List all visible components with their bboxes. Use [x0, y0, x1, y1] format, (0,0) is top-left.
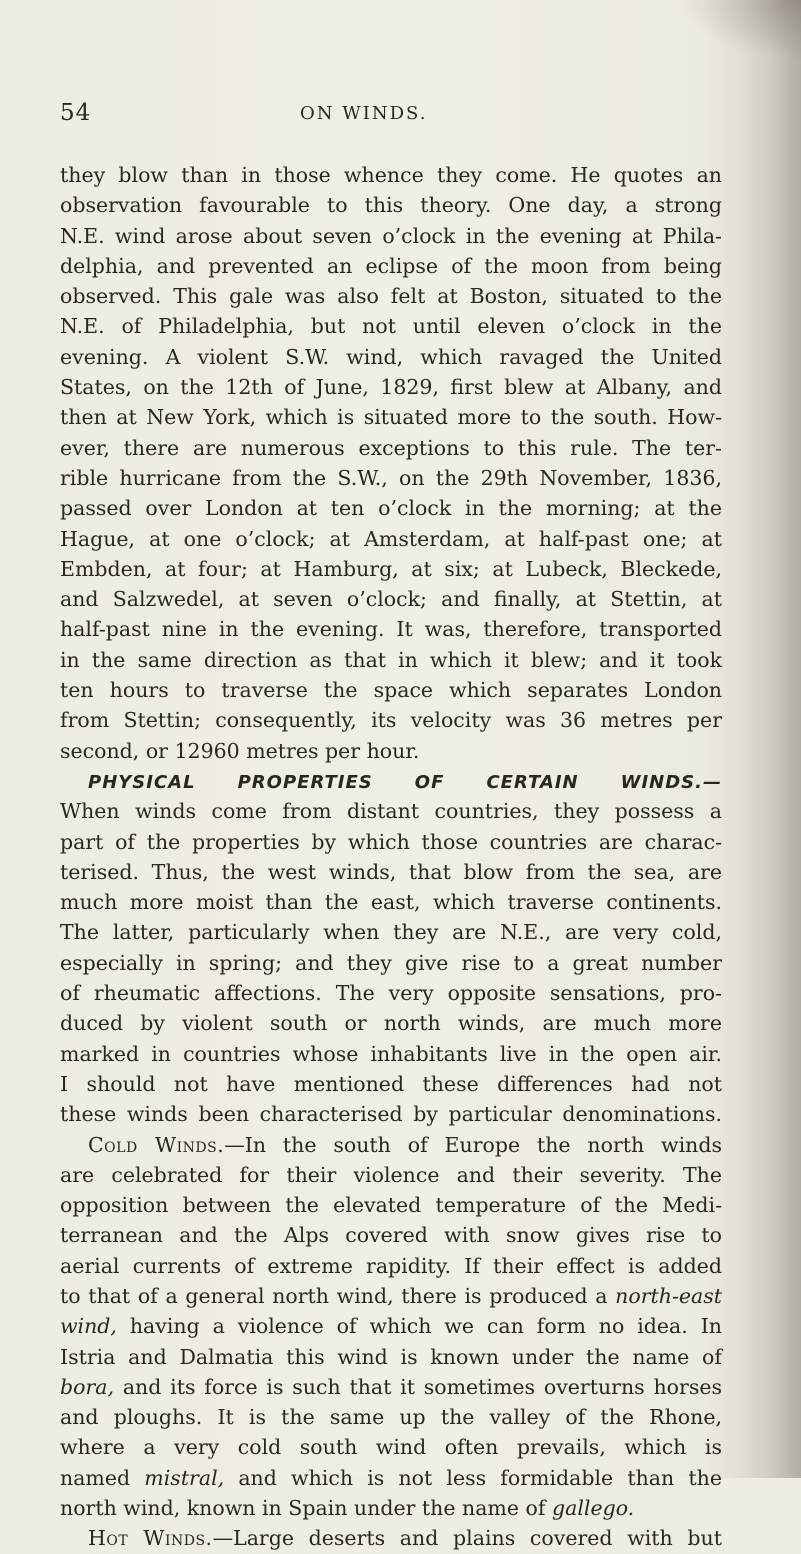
text-line: observation favourable to this theory. One day, a strong [60, 193, 722, 218]
text-line: much more moist than the east, which traverse continents. [60, 890, 722, 915]
text-line: delphia, and prevented an eclipse of the moon from being [60, 253, 722, 278]
text-line: are celebrated for their violence and their severity. The [60, 1162, 722, 1187]
text-line [60, 1493, 722, 1523]
page-corner-shadow [681, 0, 801, 60]
text-run: —In the south of Europe the north winds [224, 1132, 723, 1157]
body-text [60, 160, 722, 1554]
text-line: marked in countries whose inhabitants live in the open air. [60, 1041, 722, 1066]
italic-term: north-east [615, 1283, 722, 1308]
text-line: Embden, at four; at Hamburg, at six; at Lubeck, Bleckede, [60, 556, 722, 581]
physical-properties-heading: PHYSICAL PROPERTIES OF CERTAIN WINDS.— [88, 771, 722, 793]
text-line: N.E. wind arose about seven o’clock in the evening at Phila- [60, 223, 722, 248]
text-line: passed over London at ten o’clock in the morning; at the [60, 496, 722, 521]
text-line: observed. This gale was also felt at Boston, situated to the [60, 284, 722, 309]
text-line: and Salzwedel, at seven o’clock; and finally, at Stettin, at [60, 587, 722, 612]
text-run: north wind, known in Spain under the name of [60, 1496, 546, 1521]
page-number: 54 [60, 100, 92, 126]
text-line: ever, there are numerous exceptions to this rule. The ter- [60, 435, 722, 460]
text-line: Istria and Dalmatia this wind is known under the name of [60, 1344, 722, 1369]
section-heading-cold-winds [60, 1130, 722, 1160]
text-line [60, 1463, 722, 1493]
text-line: of rheumatic affections. The very opposite sensations, pro- [60, 981, 722, 1006]
cold-winds-heading: Cold Winds. [88, 1132, 225, 1157]
italic-term: gallego. [551, 1496, 635, 1521]
text-line: terised. Thus, the west winds, that blow from the sea, are [60, 859, 722, 884]
text-line: second, or 12960 metres per hour. [60, 738, 420, 763]
page-edge-shadow [741, 0, 801, 1478]
text-line [60, 1372, 722, 1402]
text-line: I should not have mentioned these differences had not [60, 1071, 722, 1096]
text-line: States, on the 12th of June, 1829, first blew at Albany, and [60, 375, 722, 400]
text-line: evening. A violent S.W. wind, which ravaged the United [60, 344, 722, 369]
text-line: When winds come from distant countries, they possess a [60, 799, 722, 824]
section-heading-hot-winds [60, 1523, 722, 1553]
text-run: and its force is such that it sometimes overturns horses [122, 1374, 722, 1399]
hot-winds-heading: Hot Winds. [88, 1526, 213, 1551]
text-line: where a very cold south wind often prevails, which is [60, 1435, 722, 1460]
text-line: Hague, at one o’clock; at Amsterdam, at half-past one; at [60, 526, 722, 551]
text-line: they blow than in those whence they come. He quotes an [60, 163, 722, 187]
text-line: especially in spring; and they give rise to a great number [60, 950, 722, 975]
text-run: having a violence of which we can form no idea. In [129, 1314, 722, 1339]
text-run: and which is not less formidable than the [238, 1465, 722, 1490]
text-line: rible hurricane from the S.W., on the 29th November, 1836, [60, 465, 722, 490]
italic-term: bora, [60, 1374, 115, 1399]
text-line: The latter, particularly when they are N.E., are very cold, [60, 920, 722, 945]
text-line: part of the properties by which those countries are charac- [60, 829, 722, 854]
running-head: ON WINDS. [300, 103, 428, 124]
italic-term: wind, [60, 1314, 117, 1339]
text-line: then at New York, which is situated more to the south. How- [60, 405, 722, 430]
section-heading-physical-properties [60, 766, 722, 796]
text-line: opposition between the elevated temperature of the Medi- [60, 1193, 722, 1218]
text-line: duced by violent south or north winds, are much more [60, 1011, 722, 1036]
text-line: N.E. of Philadelphia, but not until eleven o’clock in the [60, 314, 722, 339]
text-line: aerial currents of extreme rapidity. If their effect is added [60, 1253, 722, 1278]
text-line: these winds been characterised by particular denominations. [60, 1102, 722, 1127]
page-header [60, 100, 720, 130]
italic-term: mistral, [144, 1465, 225, 1490]
text-line: in the same direction as that in which it blew; and it took [60, 647, 722, 672]
text-run: —Large deserts and plains covered with but [212, 1526, 722, 1551]
text-line [60, 1281, 722, 1311]
text-line: terranean and the Alps covered with snow gives rise to [60, 1223, 722, 1248]
text-run: to that of a general north wind, there is produced a [60, 1283, 608, 1308]
text-line [60, 1311, 722, 1341]
text-line: half-past nine in the evening. It was, therefore, transported [60, 617, 722, 642]
text-line: ten hours to traverse the space which separates London [60, 678, 722, 703]
text-line: and ploughs. It is the same up the valley of the Rhone, [60, 1405, 722, 1430]
text-run: named [60, 1465, 131, 1490]
text-line: from Stettin; consequently, its velocity was 36 metres per [60, 708, 722, 733]
